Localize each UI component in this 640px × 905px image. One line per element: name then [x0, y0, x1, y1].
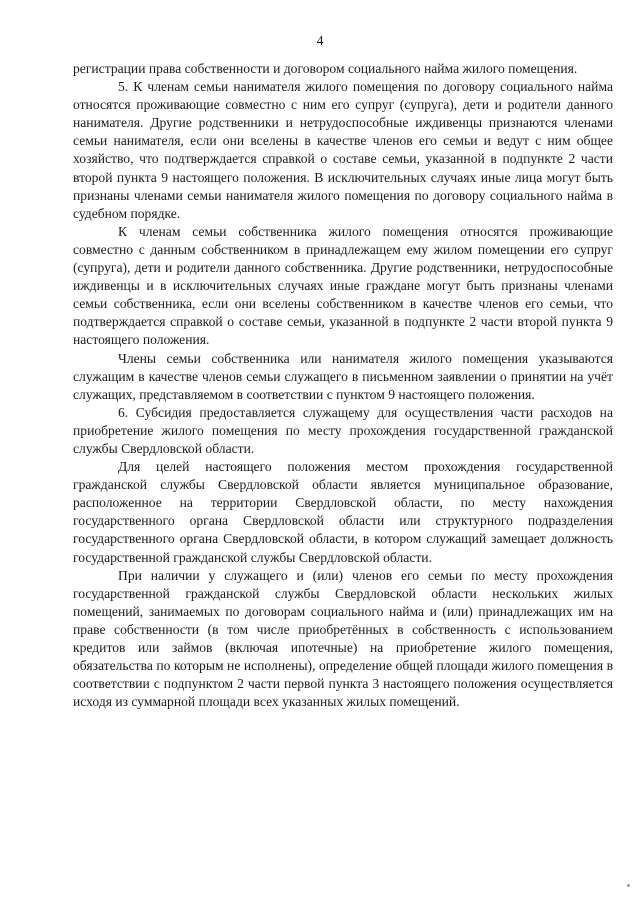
paragraph-continuation: регистрации права собственности и договором социального найма жилого помещения.: [73, 61, 578, 76]
page-number: 4: [316, 34, 324, 49]
paragraph-family-members-listing: Члены семьи собственника или нанимателя жилого помещения указываются служащим в качестве членов семьи служащего в письменном заявлении о принятии на учёт служащих, представляемом в соответствии с пунктом 9 настоящего положения.: [73, 350, 613, 402]
paragraph-item-6: 6. Субсидия предоставляется служащему для осуществления части расходов на приобретение жилого помещения по месту прохождения государственной гражданской службы Свердловской области.: [73, 404, 613, 456]
paragraph-owner-family: К членам семьи собственника жилого помещения относятся проживающие совместно с данным собственником в принадлежащем ему жилом помещении его супруг (супруга), дети и родители данного собственника. Другие родственники, нетрудоспособные иждивенцы и в исключительных случаях иные граждане могут быть признаны членами семьи собственника, если они вселены собственником в качестве членов его семьи, что подтверждается справкой о составе семьи, указанной в подпункте 2 части второй пункта 9 настоящего положения.: [73, 223, 613, 348]
paragraph-item-5: 5. К членам семьи нанимателя жилого помещения по договору социального найма относятся проживающие совместно с ним его супруг (супруга), дети и родители данного нанимателя. Другие родственники и нетрудоспособные иждивенцы признаются членами семьи нанимателя, если они вселены в качестве членов его семьи и ведут с ним общее хозяйство, что подтверждается справкой о составе семьи, указанной в подпункте 2 части второй пункта 9 настоящего положения. В исключительных случаях иные лица могут быть признаны членами семьи нанимателя жилого помещения по договору социального найма в судебном порядке.: [73, 79, 613, 221]
paragraph-place-of-service: Для целей настоящего положения местом прохождения государственной гражданской службы Свердловской области является муниципальное образование, расположенное на территории Свердловской области, по месту нахождения государственного органа Свердловской области или структурного подразделения государственного органа Свердловской области, в котором служащий замещает должность государственной гражданской службы Свердловской области.: [73, 459, 613, 565]
scan-speck: [627, 884, 630, 887]
document-body: [73, 60, 613, 711]
paragraph-multiple-dwellings: При наличии у служащего и (или) членов его семьи по месту прохождения государственной гражданской службы Свердловской области нескольких жилых помещений, занимаемых по договорам социального найма и (или) принадлежащих им на праве собственности (в том числе приобретённых в собственность с использованием кредитов или займов (включая ипотечные) на приобретение жилого помещения, обязательства по которым не исполнены), определение общей площади жилого помещения в соответствии с подпунктом 2 части первой пункта 3 настоящего положения осуществляется исходя из суммарной площади всех указанных жилых помещений.: [73, 567, 613, 710]
